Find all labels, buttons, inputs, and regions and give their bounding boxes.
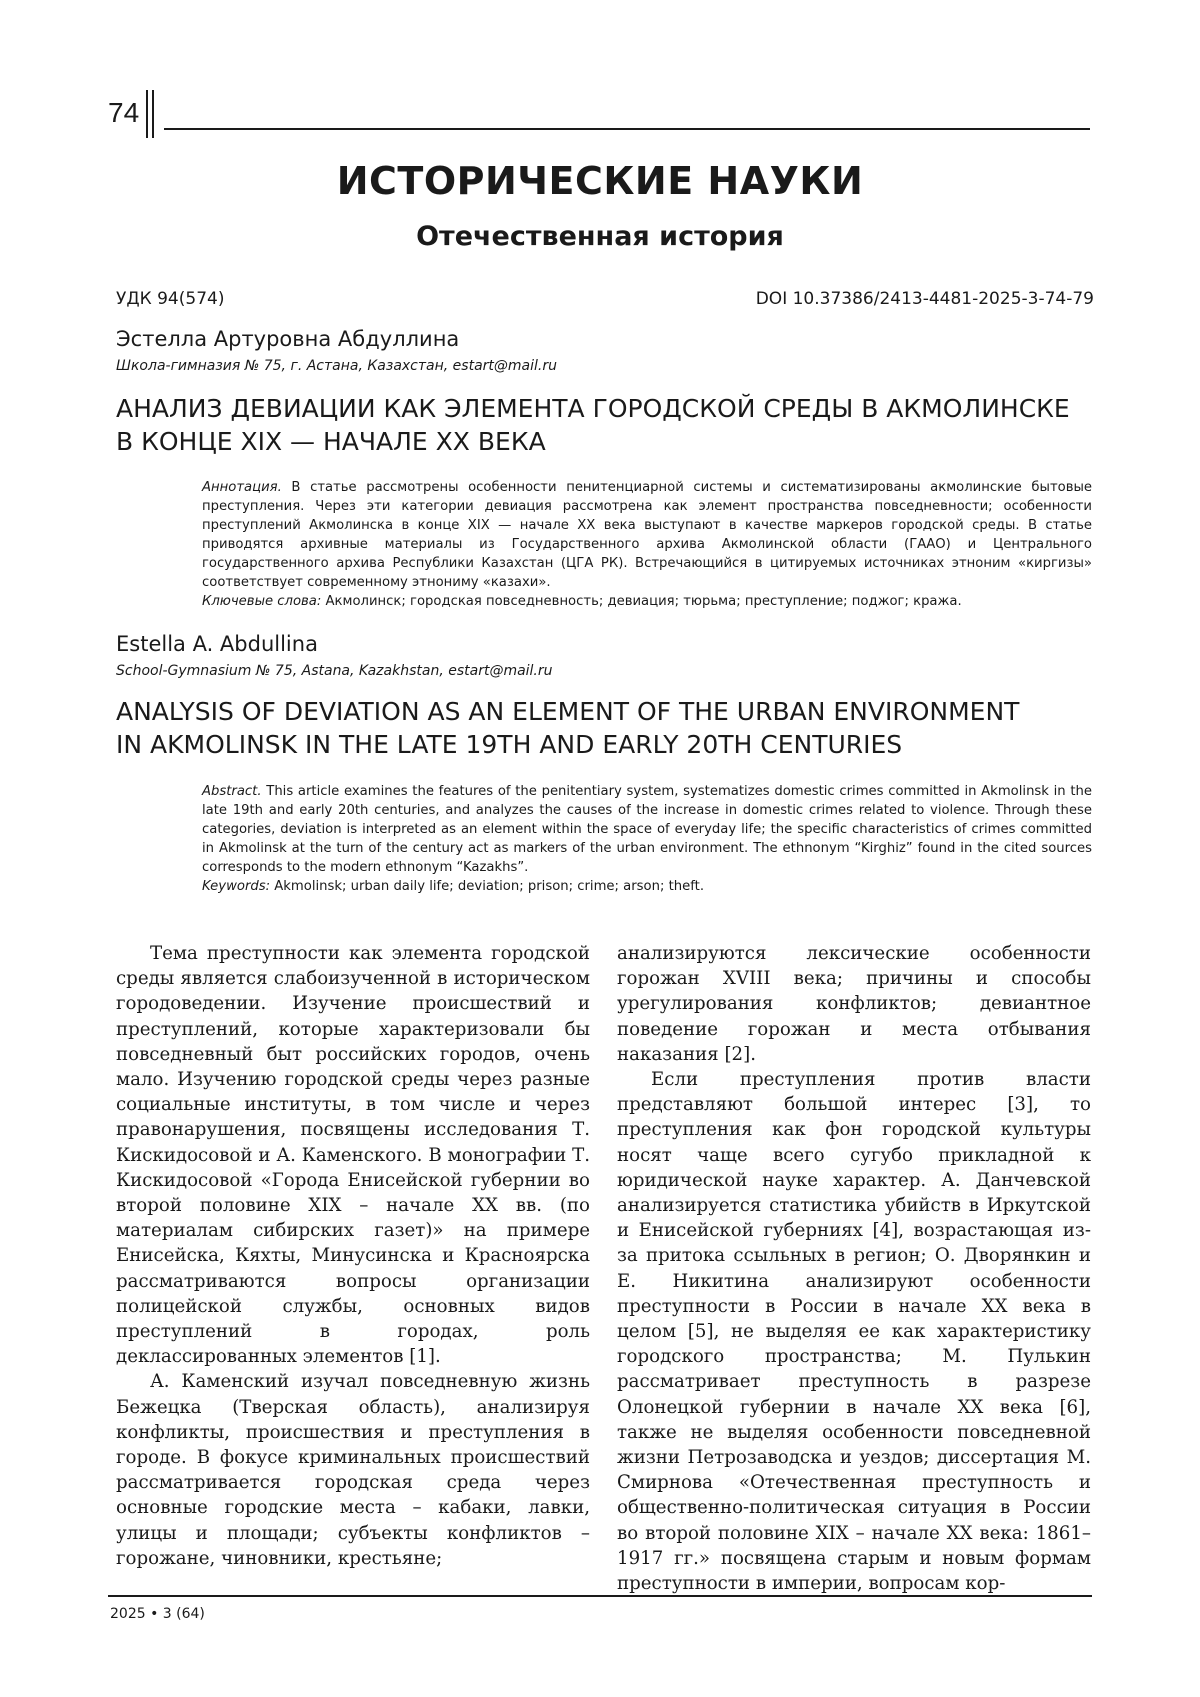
abstract-ru-label: Аннотация. <box>202 480 282 495</box>
abstract-en-text: This article examines the features of the penitentiary system, systematizes domestic crimes committed in Akmolinsk in the late 19th and early 20th centuries, and analyzes the causes of the increase in domestic crimes related to violence. Through these categories, deviation is interpreted as an element within the space of everyday life; the specific characteristics of crimes committed in Akmolinsk at the turn of the century act as markers of the urban environment. The ethnonym “Kirghiz” found in the cited sources corresponds to the modern ethnonym “Kazakhs”. <box>202 784 1092 875</box>
doi: DOI 10.37386/2413-4481-2025-3-74-79 <box>755 289 1094 309</box>
header-rule <box>164 128 1090 130</box>
abstract-ru <box>202 478 1092 611</box>
author-affiliation-en: School-Gymnasium № 75, Astana, Kazakhstan, estart@mail.ru <box>116 663 553 679</box>
abstract-ru-body <box>202 478 1092 592</box>
author-name-ru: Эстелла Артуровна Абдуллина <box>116 327 460 351</box>
author-affiliation-ru: Школа-гимназия № 75, г. Астана, Казахстан, estart@mail.ru <box>116 358 557 374</box>
keywords-en-label: Keywords: <box>202 879 271 894</box>
body-paragraph: Если преступления против власти представляют большой интерес [3], то преступления как фон городской культуры носят чаще всего сугубо прикладной к юридической науке характер. А. Данчевской анализируется статистика убийств в Иркутской и Енисейской губерниях [4], возрастающая из-за притока ссыльных в регион; О. Дворянкин и Е. Никитина анализируют особенности преступности в России в начале XX века в целом [5], не выделяя ее как характеристику городского пространства; М. Пулькин рассматривает преступность в разрезе Олонецкой губернии в начале XX века [6], также не выделяя особенности повседневной жизни Петрозаводска и уездов; диссертация М. Смирнова «Отечественная преступность и общественно-политическая ситуация в России во второй половине XIX – начале XX века: 1861–1917 гг.» посвящена старым и новым формам преступности в империи, вопросам кор- <box>617 1069 1091 1595</box>
body-paragraph: Тема преступности как элемента городской среды является слабоизученной в историческом городоведении. Изучение происшествий и преступлений, которые характеризовали бы повседневный быт российских городов, очень мало. Изучению городской среды через разные социальные институты, в том числе и через правонарушения, посвящены исследования Т. Кискидосовой и А. Каменского. В монографии Т. Кискидосовой «Города Енисейской губернии во второй половине XIX – начале XX вв. (по материалам сибирских газет)» на примере Енисейска, Кяхты, Минусинска и Красноярска рассматриваются вопросы организации полицейской службы, основных видов преступлений в городах, роль деклассированных элементов [1]. <box>116 943 590 1368</box>
keywords-ru <box>202 592 1092 611</box>
article-title-en-line-1: ANALYSIS OF DEVIATION AS AN ELEMENT OF THE URBAN ENVIRONMENT <box>116 697 1020 726</box>
body-column-right <box>617 941 1091 1596</box>
abstract-en-body <box>202 782 1092 877</box>
keywords-en <box>202 877 1092 896</box>
article-title-en-line-2: IN AKMOLINSK IN THE LATE 19TH AND EARLY 20TH CENTURIES <box>116 730 903 759</box>
header-double-bar-right <box>152 90 154 138</box>
abstract-en <box>202 782 1092 896</box>
keywords-en-text: Akmolinsk; urban daily life; deviation; prison; crime; arson; theft. <box>270 879 705 894</box>
udk-code: УДК 94(574) <box>116 289 225 309</box>
footer-rule <box>108 1595 1092 1597</box>
body-paragraph: анализируются лексические особенности горожан XVIII века; причины и способы урегулирования конфликтов; девиантное поведение горожан и места отбывания наказания [2]. <box>617 943 1091 1065</box>
abstract-en-label: Abstract. <box>202 784 262 799</box>
body-column-left <box>116 941 590 1571</box>
article-title-ru-line-2: В КОНЦЕ XIX — НАЧАЛЕ XX ВЕКА <box>116 427 546 456</box>
article-title-en <box>116 695 1096 761</box>
subsection-title: Отечественная история <box>416 221 784 252</box>
author-name-en: Estella A. Abdullina <box>116 632 318 656</box>
article-title-ru-line-1: АНАЛИЗ ДЕВИАЦИИ КАК ЭЛЕМЕНТА ГОРОДСКОЙ СРЕДЫ В АКМОЛИНСКЕ <box>116 394 1070 423</box>
footer-issue: 2025 • 3 (64) <box>110 1606 205 1622</box>
article-title-ru <box>116 392 1096 458</box>
abstract-ru-text: В статье рассмотрены особенности пенитенциарной системы и систематизированы акмолинские бытовые преступления. Через эти категории девиация рассмотрена как элемент пространства повседневности; особенности преступлений Акмолинска в конце XIX — начале XX века выступают в качестве маркеров городской среды. В статье приводятся архивные материалы из Государственного архива Акмолинской области (ГААО) и Центрального государственного архива Республики Казахстан (ЦГА РК). Встречающийся в цитируемых источниках этноним «киргизы» соответствует современному этнониму «казахи». <box>202 480 1092 590</box>
page-number: 74 <box>108 97 140 128</box>
section-title: ИСТОРИЧЕСКИЕ НАУКИ <box>336 159 864 203</box>
keywords-ru-text: Акмолинск; городская повседневность; девиация; тюрьма; преступление; поджог; кража. <box>321 594 962 609</box>
body-paragraph: А. Каменский изучал повседневную жизнь Бежецка (Тверская область), анализируя конфликты, происшествия и преступления в городе. В фокусе криминальных происшествий рассматривается городская среда через основные городские места – кабаки, лавки, улицы и площади; субъекты конфликтов – горожане, чиновники, крестьяне; <box>116 1371 590 1569</box>
header-double-bar-left <box>146 90 148 138</box>
keywords-ru-label: Ключевые слова: <box>202 594 322 609</box>
